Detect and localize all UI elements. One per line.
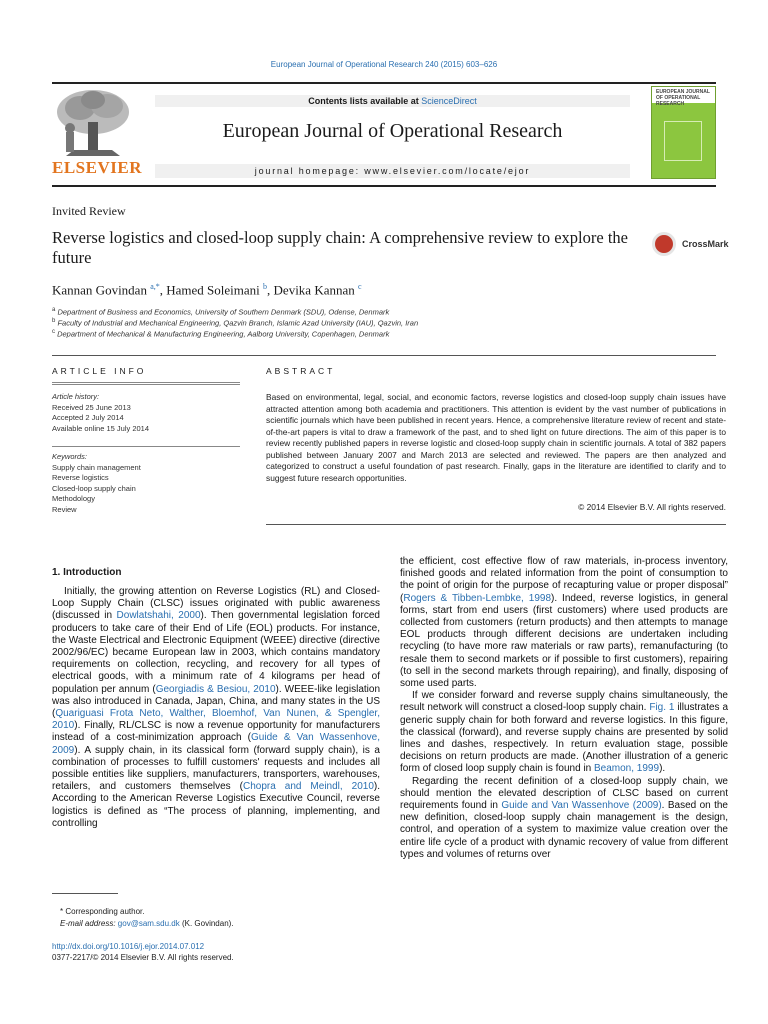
article-info-heading: ARTICLE INFO [52,366,147,376]
author-name[interactable]: Devika Kannan [273,282,355,298]
figure-link[interactable]: Fig. 1 [649,702,675,714]
author-affil-ref[interactable]: b [263,282,268,291]
citation-link[interactable]: Georgiadis & Besiou, 2010 [155,683,276,695]
crossmark-label: CrossMark [682,239,729,249]
affiliation [52,329,389,339]
text-run: Initially, the growing attention on Reverse Logistics (RL) and Closed-Loop Supply Chain (CLSC) issues originated with public awareness (discussed in [52,586,380,622]
header-rule [52,82,716,84]
text-run: ). Indeed, reverse logistics, in general forms, start from end users (first customers) where used products are collected from customers (return products) and then attempts to manage EOL products through different decisions are undertaken including recycling (to have more raw materials or raw parts), remanufacturing (to resale them to second markets or if possible to first customers), repairing (to sell in the second markets through repairing), and finally, disposing of some used parts. [400,592,728,690]
keyword: Review [52,504,77,514]
affiliation-text: Faculty of Industrial and Mechanical Engineering, Qazvin Branch, Islamic Azad University (IAU), Qazvin, Iran [57,318,419,328]
author-affil-ref[interactable]: a,* [150,282,160,291]
footnote-rule [52,893,118,894]
abstract-heading: ABSTRACT [266,366,336,376]
email-label: E-mail address: [60,919,118,928]
journal-title: European Journal of Operational Research [222,120,563,142]
affiliation-text: Department of Mechanical & Manufacturing Engineering, Aalborg University, Copenhagen, Denmark [57,329,390,339]
author-name[interactable]: Hamed Soleimani [166,282,260,298]
affiliation-marker: c [52,329,55,335]
text-run: . Based on the new definition, closed-loop supply chain management is the design, control, and operation of a system to maximize value creation over the entire life cycle of a product with dynamic recovery of value from different types and volumes of returns over [400,800,728,860]
journal-homepage[interactable]: journal homepage: www.elsevier.com/locate/ejor [155,164,630,178]
info-rule [52,355,716,356]
text-run: ). WEEE-like legislation was also introduced in Canada, Japan, China, and many states in the US ( [52,683,380,720]
history-item: Received 25 June 2013 [52,402,131,412]
info-divider [52,382,240,383]
citation-link[interactable]: Rogers & Tibben-Lembke, 1998 [403,592,552,604]
affiliation [52,307,389,317]
citation-link[interactable]: Quariguasi Frota Neto, Walther, Bloemhof, Van Nunen, & Spengler, 2010 [52,708,380,732]
journal-cover-image [651,86,716,179]
abstract-copyright: © 2014 Elsevier B.V. All rights reserved. [578,502,726,512]
body-left-column [52,586,380,830]
paragraph [400,556,728,690]
cover-graphic [664,121,702,161]
text-run: ). A supply chain, in its classical form (forward supply chain), is a combination of processes to fulfill customers' requests and includes all possible entities like suppliers, manufacturers, transporters, warehouses, retailers, and customers themselves ( [52,744,380,793]
affiliation-marker: a [52,307,56,313]
text-run: ). According to the American Reverse Logistics Executive Council, reverse logistics is defined as “The process of planning, implementing, and controlling [52,781,380,829]
keyword: Methodology [52,494,95,504]
doi-link[interactable]: http://dx.doi.org/10.1016/j.ejor.2014.07.012 [52,942,205,951]
tree-icon [52,86,134,158]
author-name[interactable]: Kannan Govindan [52,282,147,298]
corresponding-author-note: * Corresponding author. [60,907,145,916]
section-title: 1. Introduction [52,567,122,578]
history-label: Article history: [52,392,100,401]
article-title: Reverse logistics and closed-loop supply chain: A comprehensive review to explore the future [52,228,628,267]
author-list: Kannan Govindan $^{a,*}$, Hamed Soleimani $^b$, Devika Kannan $^c$ [52,282,362,298]
article-history [52,392,240,434]
crossmark-icon [652,232,676,256]
citation-link[interactable]: Guide and Van Wassenhove (2009) [501,800,662,812]
abstract-bottom-rule [266,524,726,525]
text-run: ). Finally, RL/CLSC is now a revenue opportunity for manufacturers instead of a cost-minimization approach ( [52,720,380,744]
cover-title: EUROPEAN JOURNAL OF OPERATIONAL RESEARCH [656,89,710,107]
author-affil-ref[interactable]: c [358,282,362,291]
body-right-column [400,556,728,861]
contents-line [155,95,630,107]
citation-link[interactable]: Beamon, 1999 [594,763,660,775]
elsevier-wordmark: ELSEVIER [52,158,142,177]
keyword: Reverse logistics [52,473,109,483]
email-link[interactable]: gov@sam.sdu.dk [117,919,180,928]
article-type: Invited Review [52,204,126,218]
paragraph [52,586,380,830]
journal-citation[interactable] [0,60,768,69]
history-item: Accepted 2 July 2014 [52,413,124,423]
elsevier-logo [52,86,142,178]
paragraph [400,690,728,775]
text-run: ). Then governmental legislation forced producers to take care of their End of Life (EOL) products. For instance, the Waste Electrical and Electronic Equipment (WEEE) directive (directive 2002/96/EC) became European law in 2003, which contains mandatory requirements on collection, recycling, and recovery for all types of electrical goods, with a minimum rate of 4 kilograms per head of population per annum ( [52,610,380,695]
keywords-divider [52,446,240,447]
citation-link[interactable]: Chopra and Meindl, 2010 [242,781,374,793]
citation-link[interactable]: Guide & Van Wassenhove, 2009 [52,732,380,756]
text-run: the efficient, cost effective flow of raw materials, in-process inventory, finished goods and related information from the point of consumption to the point of origin for the purpose of recapturing value or proper disposal” ( [400,556,728,604]
text-run: ). [659,763,666,775]
paragraph [400,776,728,861]
issn-copyright: 0377-2217/© 2014 Elsevier B.V. All rights reserved. [52,953,234,962]
citation-link[interactable]: European Journal of Operational Research 240 (2015) 603–626 [270,60,498,69]
email-suffix: (K. Govindan). [179,919,234,928]
header-bottom-rule [52,185,716,187]
keyword: Closed-loop supply chain [52,483,136,493]
abstract-divider-left [52,384,240,385]
affiliation [52,318,418,328]
text-run: If we consider forward and reverse supply chains simultaneously, the result network will construct a closed-loop supply chain. [400,690,728,714]
text-run: Regarding the recent definition of a closed-loop supply chain, we should mention the elevated description of CLSC based on current requirements found in [400,775,728,812]
keywords [52,452,240,516]
crossmark-button[interactable] [652,232,727,258]
contents-prefix: Contents lists available at [308,96,422,106]
affiliation-marker: b [52,318,56,324]
text-run: illustrates a generic supply chain for both forward and reverse logistics. In this figure, the classical (forward), and reverse supply chains are presented by solid lines and dashes, respectively. In return evaluation stage, possible decisions on return products are made. (Another illustration of a generic form of closed loop supply chain is found in [400,702,729,775]
history-item: Available online 15 July 2014 [52,423,150,433]
affiliation-text: Department of Business and Economics, University of Southern Denmark (SDU), Odense, Denmark [57,307,390,317]
abstract-text: Based on environmental, legal, social, and economic factors, reverse logistics and closed-loop supply chain issues have attracted attention among both academia and practitioners. This attention is evident by the vast number of publications in scientific journals which have been published in recent years. Hence, a comprehensive literature review of recent and state-of-the-art papers is vital to draw a framework of the past, and to shed light on future directions. The aim of this paper is to review recently published papers in reverse logistic and closed-loop supply chain in scientific journals. A total of 382 papers published between January 2007 and March 2013 are selected and reviewed. The papers are then analyzed and categorized to construct a useful foundation of past research. Finally, gaps in the literature are identified to clarify and to suggest future research opportunities. [266,392,726,483]
keyword: Supply chain management [52,462,141,472]
sciencedirect-link[interactable]: ScienceDirect [421,96,477,106]
email-note [60,919,234,928]
citation-link[interactable]: Dowlatshahi, 2000 [116,610,201,622]
keywords-label: Keywords: [52,452,88,461]
